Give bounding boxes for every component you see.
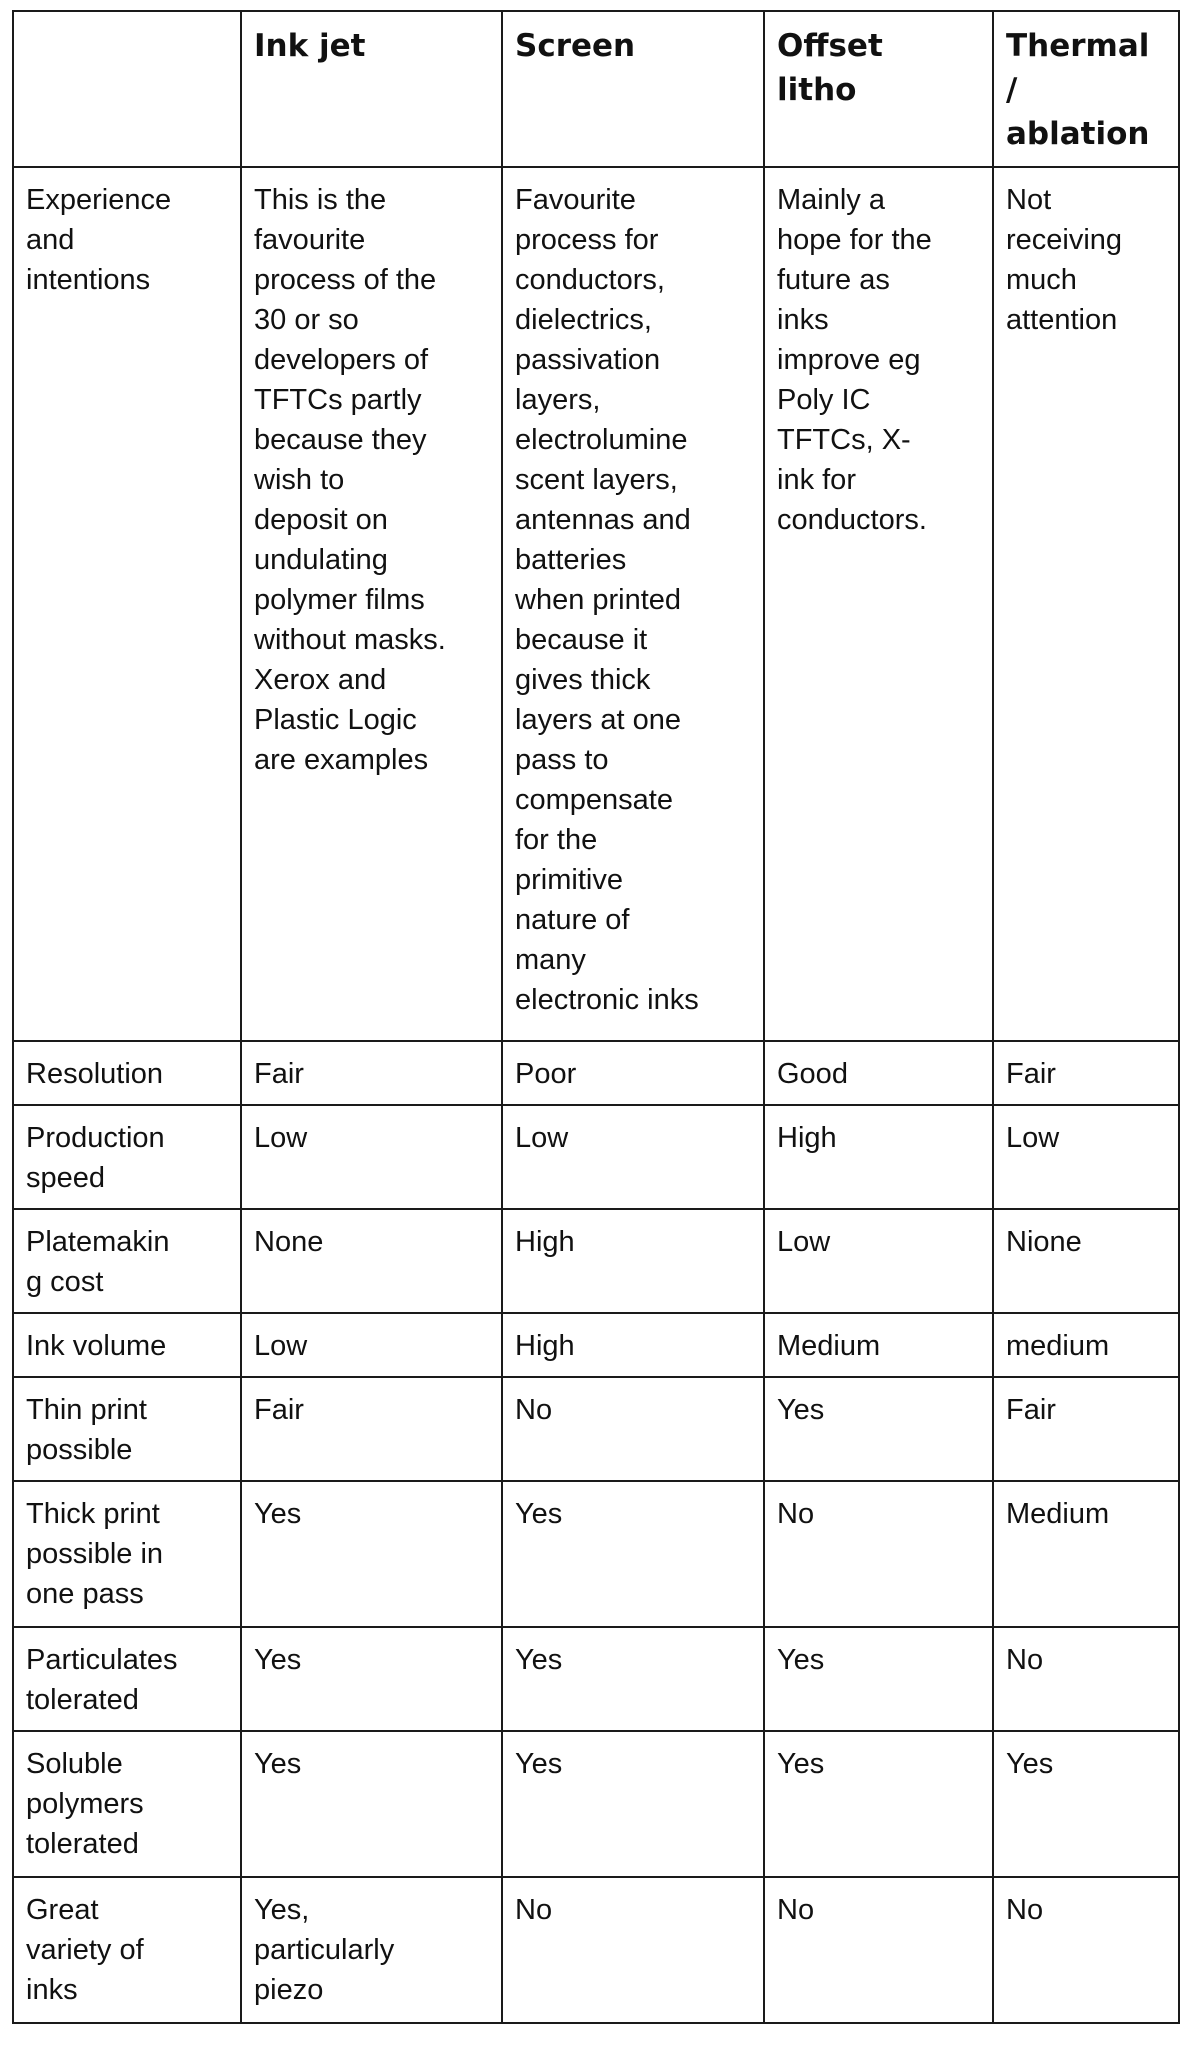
row-label: Thick print possible in one pass bbox=[13, 1481, 241, 1627]
row-label: Particulates tolerated bbox=[13, 1627, 241, 1731]
cell-thermal-ablation: Nione bbox=[993, 1209, 1179, 1313]
cell-screen: Yes bbox=[502, 1481, 764, 1627]
cell-thermal-ablation: No bbox=[993, 1877, 1179, 2023]
row-label: Platemakin g cost bbox=[13, 1209, 241, 1313]
cell-offset-litho: Yes bbox=[764, 1627, 993, 1731]
cell-ink-jet: Yes, particularly piezo bbox=[241, 1877, 502, 2023]
printing-process-comparison-table bbox=[12, 10, 1180, 2024]
table-row bbox=[13, 1209, 1179, 1313]
cell-screen: High bbox=[502, 1209, 764, 1313]
cell-ink-jet: Low bbox=[241, 1313, 502, 1377]
cell-ink-jet: Yes bbox=[241, 1481, 502, 1627]
cell-thermal-ablation: Yes bbox=[993, 1731, 1179, 1877]
cell-ink-jet: Low bbox=[241, 1105, 502, 1209]
table-row bbox=[13, 1041, 1179, 1105]
table-row bbox=[13, 1313, 1179, 1377]
cell-offset-litho: Good bbox=[764, 1041, 993, 1105]
table-row bbox=[13, 1627, 1179, 1731]
table-row bbox=[13, 1377, 1179, 1481]
cell-thermal-ablation: Fair bbox=[993, 1377, 1179, 1481]
row-label: Soluble polymers tolerated bbox=[13, 1731, 241, 1877]
header-corner-cell bbox=[13, 11, 241, 167]
cell-screen: No bbox=[502, 1377, 764, 1481]
cell-screen: No bbox=[502, 1877, 764, 2023]
cell-ink-jet: This is the favourite process of the 30 or so developers of TFTCs partly because they wish to deposit on undulating polymer films without masks. Xerox and Plastic Logic are examples bbox=[241, 167, 502, 1041]
row-label: Experience and intentions bbox=[13, 167, 241, 1041]
row-label: Ink volume bbox=[13, 1313, 241, 1377]
cell-offset-litho: Yes bbox=[764, 1377, 993, 1481]
cell-screen: High bbox=[502, 1313, 764, 1377]
cell-ink-jet: Yes bbox=[241, 1627, 502, 1731]
cell-offset-litho: Medium bbox=[764, 1313, 993, 1377]
cell-thermal-ablation: Fair bbox=[993, 1041, 1179, 1105]
header-offset-litho: Offset litho bbox=[764, 11, 993, 167]
header-row bbox=[13, 11, 1179, 167]
header-ink-jet: Ink jet bbox=[241, 11, 502, 167]
cell-offset-litho: Mainly a hope for the future as inks improve eg Poly IC TFTCs, X- ink for conductors. bbox=[764, 167, 993, 1041]
row-label: Production speed bbox=[13, 1105, 241, 1209]
cell-ink-jet: None bbox=[241, 1209, 502, 1313]
cell-screen: Favourite process for conductors, dielectrics, passivation layers, electrolumine scent layers, antennas and batteries when printed because it gives thick layers at one pass to compensate for the primitive nature of many electronic inks bbox=[502, 167, 764, 1041]
cell-offset-litho: No bbox=[764, 1877, 993, 2023]
cell-screen: Yes bbox=[502, 1731, 764, 1877]
cell-offset-litho: Yes bbox=[764, 1731, 993, 1877]
row-label: Great variety of inks bbox=[13, 1877, 241, 2023]
table-row bbox=[13, 1877, 1179, 2023]
header-thermal-ablation: Thermal / ablation bbox=[993, 11, 1179, 167]
table-row bbox=[13, 1731, 1179, 1877]
cell-offset-litho: No bbox=[764, 1481, 993, 1627]
cell-offset-litho: High bbox=[764, 1105, 993, 1209]
cell-thermal-ablation: No bbox=[993, 1627, 1179, 1731]
cell-offset-litho: Low bbox=[764, 1209, 993, 1313]
cell-thermal-ablation: Low bbox=[993, 1105, 1179, 1209]
table-row bbox=[13, 1105, 1179, 1209]
cell-thermal-ablation: medium bbox=[993, 1313, 1179, 1377]
cell-thermal-ablation: Medium bbox=[993, 1481, 1179, 1627]
header-screen: Screen bbox=[502, 11, 764, 167]
cell-thermal-ablation: Not receiving much attention bbox=[993, 167, 1179, 1041]
cell-ink-jet: Fair bbox=[241, 1377, 502, 1481]
cell-screen: Yes bbox=[502, 1627, 764, 1731]
cell-ink-jet: Yes bbox=[241, 1731, 502, 1877]
cell-screen: Poor bbox=[502, 1041, 764, 1105]
cell-screen: Low bbox=[502, 1105, 764, 1209]
row-label: Thin print possible bbox=[13, 1377, 241, 1481]
table-row bbox=[13, 1481, 1179, 1627]
row-label: Resolution bbox=[13, 1041, 241, 1105]
cell-ink-jet: Fair bbox=[241, 1041, 502, 1105]
table-row bbox=[13, 167, 1179, 1041]
